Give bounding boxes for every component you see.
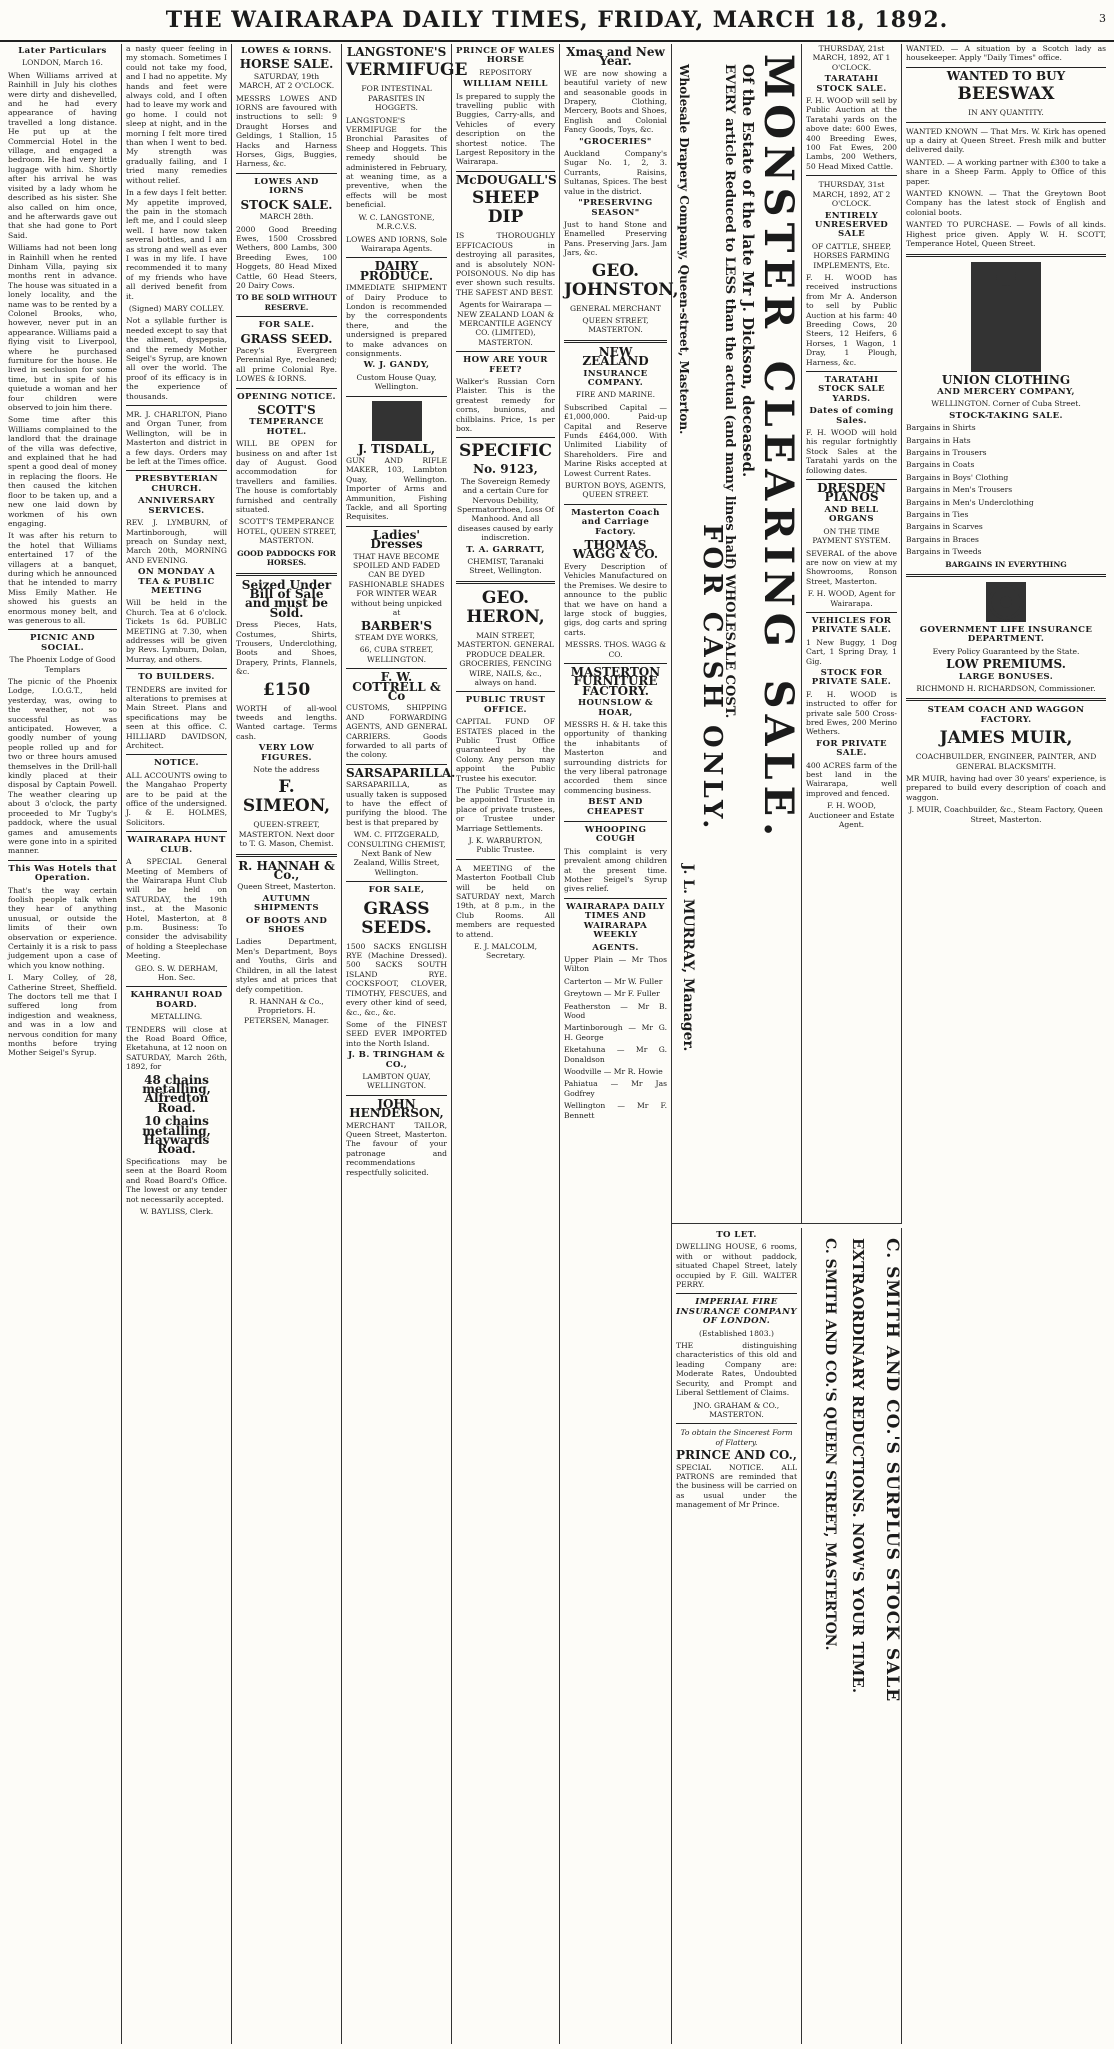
signature: MESSRS. THOS. WAGG & CO. bbox=[565, 640, 666, 659]
divider bbox=[676, 1423, 797, 1424]
heading-simeon: F. SIMEON, bbox=[242, 777, 331, 817]
divider bbox=[806, 612, 897, 613]
divider bbox=[236, 173, 337, 174]
advert-text: CUSTOMS, SHIPPING AND FORWARDING AGENTS, AND GENERAL CARRIERS. Goods forwarded to all parts of the colony. bbox=[346, 703, 447, 760]
heading-vermifuge: VERMIFUGE bbox=[346, 60, 468, 81]
heading-prince-of-wales: PRINCE OF WALES HORSE bbox=[456, 46, 556, 66]
advert-text: A SPECIAL General Meeting of Members of the Wairarapa Hunt Club will be held on SATURDAY, the 19th inst., at the Masonic Hotel, Masterton, at 8 p.m. Business: To consider the advisability of holding a Steeplechase Meeting. bbox=[126, 857, 227, 961]
subheading: (Established 1803.) bbox=[699, 1328, 774, 1338]
column-7-clearing-sale bbox=[672, 44, 802, 1224]
signature: WM. C. FITZGERALD, CONSULTING CHEMIST, Next Bank of New Zealand, Willis Street, Wellington. bbox=[347, 830, 446, 877]
clothing-figure-icon bbox=[971, 262, 1041, 372]
divider bbox=[236, 854, 337, 857]
divider bbox=[906, 574, 1106, 577]
heading-dresden-pianos: DRESDEN PIANOS bbox=[817, 481, 886, 505]
heading-wanted-to-buy: WANTED TO BUY bbox=[946, 68, 1066, 83]
list-item: Bargains in Shirts bbox=[906, 423, 976, 433]
heading-tea-meeting: ON MONDAY A TEA & PUBLIC MEETING bbox=[137, 567, 216, 596]
heading-hannah: R. HANNAH & Co., bbox=[238, 858, 335, 883]
clearing-sale-heading bbox=[756, 54, 800, 842]
advert-text: Every Policy Guaranteed by the State. bbox=[932, 646, 1080, 656]
list-item: Pahiatua — Mr Jas Godfrey bbox=[564, 1079, 667, 1098]
advert-text: THAT HAVE BECOME SPOILED AND FADED CAN BE DYED FASHIONABLE SHADES FOR WINTER WEAR without being unpicked at bbox=[348, 551, 445, 618]
divider bbox=[346, 764, 447, 765]
advert-text: MR MUIR, having had over 30 years' experience, is prepared to build every description of coach and waggon. bbox=[906, 774, 1106, 802]
advert-text: QUEEN-STREET, MASTERTON. Next door to T. G. Mason, Chemist. bbox=[238, 820, 335, 849]
article-paragraph: a nasty queer feeling in my stomach. Sometimes I could not take my food, and I had no appetite. My hands and feet were always cold, and I often had to leave my work and go home. I could not sleep at night, and in the morning I felt more tired than when I went to bed. My strength was gradually failing, and I tried many remedies without relief. bbox=[126, 44, 227, 185]
column-9-surplus-sale bbox=[802, 1228, 902, 2044]
advert-text: Specifications may be seen at the Board Room and Road Board's Office. The lowest or any tender not necessarily accepted. bbox=[126, 1156, 227, 1204]
advert-text: MAIN STREET, MASTERTON. GENERAL PRODUCE DEALER. GROCERIES, FENCING WIRE, NAILS, &c., always on hand. bbox=[457, 630, 554, 687]
divider bbox=[126, 470, 227, 471]
heading-horse-sale: HORSE SALE. bbox=[239, 57, 334, 72]
dateline: LONDON, March 16. bbox=[22, 58, 103, 68]
heading-opening-notice: OPENING NOTICE. bbox=[237, 391, 336, 402]
column-6 bbox=[560, 44, 679, 2044]
heading-taratahi-stock-sale: TARATAHI STOCK SALE. bbox=[816, 74, 887, 94]
article-paragraph: Some time after this Williams complained to the landlord that the drainage of the villa was defective, and explained that he had spent a good deal of money in replacing the floors. He then caused the kitchen floor to be taken up, and a new one laid down by workmen of his own engaging. bbox=[8, 415, 117, 528]
sale-date: SATURDAY, 19th MARCH, AT 2 O'CLOCK. bbox=[238, 71, 335, 91]
heading-gandy: W. J. GANDY, bbox=[363, 360, 430, 371]
advert-text: Agents for Wairarapa — NEW ZEALAND LOAN & MERCANTILE AGENCY CO. (LIMITED), MASTERTON. bbox=[457, 300, 554, 347]
subheading: IN ANY QUANTITY. bbox=[968, 108, 1044, 118]
advert-text: Subscribed Capital — £1,000,000. Paid-up Capital and Reserve Funds £464,000. With Unlimited Liability of Shareholders. Fire and Marine Risks accepted at Lowest Current Rates. bbox=[564, 402, 667, 478]
surplus-heading: C. SMITH AND CO.'S SURPLUS STOCK SALE bbox=[882, 1238, 902, 1703]
heading-specific-number: No. 9123, bbox=[473, 462, 538, 477]
advert-text: WORTH of all-wool tweeds and lengths. Wanted cartage. Terms cash. bbox=[236, 703, 337, 741]
advert-text: IS THOROUGHLY EFFICACIOUS in destroying all parasites, and is absolutely NON-POISONOUS. No dip has ever shown such results. THE SAFEST AND BEST. bbox=[456, 231, 555, 297]
heading-thomas-wagg: THOMAS WAGG & CO. bbox=[572, 538, 659, 562]
clearing-monster: MONSTER bbox=[755, 54, 802, 335]
clearing-manager: J. L. MURRAY, Manager. bbox=[680, 864, 696, 1052]
advert-text: Every Description of Vehicles Manufactured on the Premises. We desire to announce to the public that we have on hand a large stock of buggies, gigs, dog carts and spring carts. bbox=[564, 561, 667, 637]
advert-text: WE are now showing a beautiful variety of new and seasonable goods in Drapery, Clothing, Mercery, Boots and Shoes, English and Colonial Fancy Goods, Toys, &c. bbox=[564, 68, 667, 135]
heading-temperance-hotel: TEMPERANCE HOTEL. bbox=[249, 417, 324, 437]
agents-list bbox=[564, 955, 667, 1120]
advert-text: ALL ACCOUNTS owing to the Mangahao Property are to be paid at the office of the undersigned. J. & E. HOLMES, Solicitors. bbox=[126, 770, 227, 827]
bargains-list bbox=[906, 423, 1106, 556]
advert-text: The Public Trustee may be appointed Trustee in place of private trustees, or Trustee under Marriage Settlements. bbox=[456, 785, 555, 833]
heading-to-let: TO LET. bbox=[716, 1230, 757, 1240]
list-item: Wellington — Mr F. Bennett bbox=[564, 1101, 667, 1120]
advert-text: Some of the FINEST SEED EVER IMPORTED into the North Island. bbox=[346, 1019, 447, 1048]
advert-text: WANTED. — A situation by a Scotch lady as housekeeper. Apply "Daily Times" office. bbox=[906, 44, 1106, 63]
heading-hunt-club: WAIRARAPA HUNT CLUB. bbox=[127, 835, 226, 855]
signature: E. J. MALCOLM, Secretary. bbox=[473, 942, 538, 961]
divider bbox=[346, 1095, 447, 1096]
heading-vehicles: VEHICLES FOR PRIVATE SALE. bbox=[811, 615, 892, 636]
advert-text: 1500 SACKS ENGLISH RYE (Machine Dressed). 500 SACKS SOUTH ISLAND RYE. COCKSFOOT, CLOVER, TIMOTHY, FESCUES, and every other kind of seed, &c., &c., &c. bbox=[346, 941, 447, 1017]
heading-insurance-company: INSURANCE COMPANY. bbox=[583, 368, 648, 388]
heading-low-figures: VERY LOW FIGURES. bbox=[258, 743, 315, 763]
article-paragraph: I. Mary Colley, of 28, Catherine Street, Sheffield. The doctors tell me that I suffered long from indigestion and weakness, and was in a low and nervous condition for many months before trying Mother Seigel's Syrup. bbox=[8, 973, 117, 1058]
heading-prince-co: PRINCE AND CO., bbox=[676, 1448, 797, 1463]
signature: F. H. WOOD, Auctioneer and Estate Agent. bbox=[808, 801, 895, 830]
divider bbox=[8, 860, 117, 861]
subheading: ON THE TIME PAYMENT SYSTEM. bbox=[812, 526, 891, 546]
advert-text: REV. J. LYMBURN, of Martinborough, will preach on Sunday next, March 20th, MORNING AND EVENING. bbox=[126, 518, 227, 565]
heading-government-life: GOVERNMENT LIFE INSURANCE DEPARTMENT. bbox=[919, 625, 1093, 645]
advert-text: Pacey's Evergreen Perennial Rye, recleaned; all prime Colonial Rye. LOWES & IORNS. bbox=[236, 345, 337, 384]
heading-lowes-iorns-2: LOWES AND IORNS bbox=[254, 176, 319, 197]
advert-text: SPECIAL NOTICE. ALL PATRONS are reminded that the business will be carried on as usual under the management of Mr Prince. bbox=[676, 1462, 797, 1510]
article-paragraph: It was after his return to the hotel that Williams entertained 17 of the villagers at a banquet, during which he announced that he intended to marry Miss Emily Mather. He showed his guests an enormous money belt, and was generous to all. bbox=[8, 531, 117, 625]
advert-text: TO BE SOLD WITHOUT RESERVE. bbox=[236, 293, 337, 312]
heading-builders: TO BUILDERS. bbox=[138, 672, 215, 683]
advert-text: MERCHANT TAILOR, Queen Street, Masterton. The favour of your patronage and recommendations respectfully solicited. bbox=[346, 1120, 447, 1177]
list-item: Bargains in Coats bbox=[906, 460, 975, 470]
advert-text: 66, CUBA STREET, WELLINGTON. bbox=[359, 645, 434, 664]
subheading: GENERAL MERCHANT bbox=[569, 303, 662, 313]
heading-unreserved-sale: ENTIRELY UNRESERVED SALE bbox=[814, 210, 889, 240]
page-columns bbox=[4, 44, 1110, 2044]
heading-bill-of-sale: Seized Under Bill of Sale and must be Sold. bbox=[241, 577, 332, 620]
column-4 bbox=[342, 44, 468, 2044]
heading-coach-waggon: STEAM COACH AND WAGGON FACTORY. bbox=[927, 705, 1085, 725]
divider bbox=[564, 898, 667, 899]
clearing-company: Wholesale Drapery Company, Queen-street, Masterton. bbox=[677, 64, 691, 435]
clearing-clearing: CLEARING bbox=[755, 360, 802, 653]
divider bbox=[806, 175, 897, 176]
divider bbox=[8, 629, 117, 630]
column-11 bbox=[902, 44, 1110, 2044]
advert-text: TENDERS will close at the Road Board Office, Eketahuna, at 12 noon on SATURDAY, March 26th, 1892, for bbox=[126, 1024, 227, 1072]
advert-text: THE distinguishing characteristics of this old and leading Company are: Moderate Rates, Undoubted Security, and Prompt and Liberal Settlement of Claims. bbox=[676, 1341, 797, 1398]
heading-geo-heron: GEO. HERON, bbox=[466, 587, 545, 627]
heading-furniture-factory: MASTERTON FURNITURE FACTORY. bbox=[570, 664, 661, 698]
advert-text: 2000 Good Breeding Ewes, 1500 Crossbred Wethers, 800 Lambs, 300 Breeding Ewes, 100 Hoggets, 80 Head Mixed Cattle, 60 Head Steers, 20 Dairy Cows. bbox=[236, 224, 337, 290]
heading-barbers: BARBER'S bbox=[360, 618, 433, 633]
list-item: Bargains in Tweeds bbox=[906, 547, 982, 557]
divider bbox=[126, 831, 227, 832]
article-paragraph: Not a syllable further is needed except to say that the ailment, dyspepsia, and the remedy Mother Seigel's Syrup, are known all over the world. The proof of its efficacy is in the experience of thousands. bbox=[126, 316, 227, 401]
signature: JNO. GRAHAM & CO., MASTERTON. bbox=[693, 1400, 780, 1419]
advert-text: F. H. WOOD will hold his regular fortnightly Stock Sales at the Taratahi yards on the following dates. bbox=[806, 428, 897, 475]
heading-for-sale: FOR SALE. bbox=[258, 320, 315, 331]
divider bbox=[906, 698, 1106, 701]
list-item: Bargains in Trousers bbox=[906, 447, 987, 457]
masthead bbox=[0, 0, 1114, 42]
advert-text: CAPITAL FUND OF ESTATES placed in the Public Trust Office guaranteed by the Colony. Any person may appoint the Public Trustee his executor. bbox=[456, 717, 555, 783]
advert-text: 1 New Buggy, 1 Dog Cart, 1 Spring Dray, 1 Gig. bbox=[806, 637, 897, 666]
divider bbox=[676, 1293, 797, 1294]
subheading: FIRE AND MARINE. bbox=[575, 390, 656, 400]
list-item: Martinborough — Mr G. H. George bbox=[564, 1023, 667, 1042]
signature: (Signed) MARY COLLEY. bbox=[128, 303, 225, 313]
list-item: Eketahuna — Mr G. Donaldson bbox=[564, 1045, 667, 1064]
signature: R. HANNAH & Co., Proprietors. H. PETERSEN, Manager. bbox=[244, 996, 329, 1025]
advert-text: WANTED. — A working partner with £300 to take a share in a Sheep Farm. Apply to Office of this paper. bbox=[906, 157, 1106, 186]
article-paragraph: That's the way certain foolish people talk when they hear of anything unusual, or outside the limits of their own observation or experience. Certainly it is a risk to pass judgement upon a case of which you know nothing. bbox=[8, 885, 117, 970]
clearing-cash-only: FOR CASH ONLY. bbox=[697, 524, 727, 833]
heading-large-bonuses: LARGE BONUSES. bbox=[958, 671, 1054, 682]
advert-text: Is prepared to supply the travelling public with Buggies, Carry-alls, and Vehicles of every description on the shortest notice. The Largest Repository in the Wairarapa. bbox=[456, 91, 555, 167]
advert-text: GUN AND RIFLE MAKER, 103, Lambton Quay, Wellington. Importer of Arms and Ammunition, Fishing Tackle, and all Sporting Requisites. bbox=[346, 456, 447, 522]
heading-notice: NOTICE. bbox=[154, 758, 199, 769]
divider bbox=[564, 504, 667, 505]
article-paragraph: In a few days I felt better. My appetite improved, the pain in the stomach left me, and I could sleep well. I have now taken several bottles, and I am as strong and well as ever I was in my life. I have recommended it to many of my friends who have all derived benefit from it. bbox=[126, 188, 227, 301]
divider bbox=[126, 405, 227, 406]
heading-best-cheapest: BEST AND CHEAPEST bbox=[587, 797, 644, 817]
divider bbox=[346, 396, 447, 397]
column-5 bbox=[452, 44, 560, 2044]
advert-text: The Sovereign Remedy and a certain Cure for Nervous Debility, Spermatorrhoea, Loss Of Manhood. And all diseases caused by early indiscretion. bbox=[457, 476, 554, 543]
sale-date: THURSDAY, 21st MARCH, 1892, AT 1 O'CLOCK. bbox=[812, 44, 891, 72]
heading-road-board: KAHRANUI ROAD BOARD. bbox=[130, 990, 223, 1010]
heading-mcdougalls: McDOUGALL'S bbox=[456, 172, 557, 187]
divider bbox=[346, 881, 447, 882]
column-1 bbox=[4, 44, 122, 2044]
heading-later-particulars: Later Particulars bbox=[18, 46, 107, 56]
signature: W. C. LANGSTONE, M.R.C.V.S. bbox=[358, 212, 435, 232]
list-item: Greytown — Mr F. Fuller bbox=[564, 989, 660, 999]
advert-text: F. H. WOOD will sell by Public Auction at the Taratahi yards on the above date: 600 Ewes, 400 Breeding Ewes, 100 Fat Ewes, 200 Lambs, 200 Wethers, 50 Head Mixed Cattle. bbox=[806, 96, 897, 171]
heading-nz-insurance: NEW ZEALAND bbox=[582, 344, 649, 369]
divider bbox=[456, 859, 555, 860]
advert-text: 400 ACRES farm of the best land in the Wairarapa, well improved and fenced. bbox=[806, 760, 897, 798]
heading-private-sale: FOR PRIVATE SALE. bbox=[816, 738, 887, 759]
article-paragraph: Williams had not been long in Rainhill when he rented Dinham Villa, paying six months rent in advance. The house was situated in a lonely locality, and the name was to be rented by a Colonel Brooks, who, however, never put in an appearance. Williams paid a flying visit to Liverpool, where he purchased furniture for the house. He lived in seclusion for some time, but in spite of his quietude a woman and her four children were observed to join him there. bbox=[8, 243, 117, 413]
heading-preserving: "PRESERVING SEASON" bbox=[578, 198, 653, 218]
heading-metalling-1: 48 chains metalling, Alfredton Road. bbox=[142, 1072, 211, 1115]
advert-text: Will be held in the Church. Tea at 6 o'clock. Tickets 1s 6d. PUBLIC MEETING at 7.30, when addresses will be given by Revs. Lymburn, Dolan, Murray, and others. bbox=[126, 598, 227, 664]
divider bbox=[906, 254, 1106, 257]
advert-text: A MEETING of the Masterton Football Club will be held on SATURDAY next, March 19th, at 8 p.m., in the Club Rooms. All members are requested to attend. bbox=[456, 863, 555, 939]
signature: W. BAYLISS, Clerk. bbox=[139, 1206, 214, 1216]
heading-picnic: PICNIC AND SOCIAL. bbox=[29, 633, 95, 653]
advert-text: COACHBUILDER, ENGINEER, PAINTER, AND GENERAL BLACKSMITH. bbox=[915, 752, 1097, 771]
divider bbox=[346, 668, 447, 669]
list-item: Bargains in Scarves bbox=[906, 522, 983, 532]
surplus-reductions: EXTRAORDINARY REDUCTIONS. NOW'S YOUR TIME. bbox=[849, 1238, 867, 1694]
advert-text: F. H. WOOD has received instructions from Mr A. Anderson to sell by Public Auction at his farm: 40 Breeding Cows, 20 Steers, 12 Heifers, 6 Horses, 1 Wagon, 1 Dray, 1 Plough, Harness, &c. bbox=[806, 272, 897, 367]
price-150: £150 bbox=[262, 679, 311, 700]
divider bbox=[456, 351, 555, 352]
advert-text: This complaint is very prevalent among children at the present time. Mother Seigel's Syrup gives relief. bbox=[564, 846, 667, 894]
divider bbox=[806, 479, 897, 480]
subheading: OF CATTLE, SHEEP, HORSES FARMING IMPLEMENTS, Etc. bbox=[811, 241, 892, 270]
heading-tisdall: J. TISDALL, bbox=[357, 441, 436, 456]
advert-text: F. H. WOOD is instructed to offer for private sale 500 Cross-bred Ewes, 200 Merino Wethers. bbox=[806, 689, 897, 737]
advert-text: LAMBTON QUAY, WELLINGTON. bbox=[362, 1071, 431, 1091]
heading-tringham: J. B. TRINGHAM & CO., bbox=[348, 1050, 445, 1070]
subheading: FOR INTESTINAL PARASITES IN HOGGETS. bbox=[361, 84, 432, 113]
heading-stock-sale: STOCK SALE. bbox=[240, 197, 333, 212]
signature: LOWES AND IORNS, Sole Wairarapa Agents. bbox=[346, 234, 447, 253]
heading-specific: SPECIFIC bbox=[458, 441, 553, 462]
heading-presbyterian: PRESBYTERIAN CHURCH. bbox=[134, 474, 219, 494]
advert-text: TENDERS are invited for alterations to premises at Main Street. Plans and specifications may be seen at this office. C. HILLIARD DAVIDSON, Architect. bbox=[126, 684, 227, 751]
heading-grass-seed: GRASS SEED. bbox=[240, 331, 333, 346]
sale-date: MARCH 28th. bbox=[259, 212, 314, 222]
divider bbox=[126, 986, 227, 987]
heading-metalling-2: 10 chains metalling, Haywards Road. bbox=[142, 1114, 211, 1157]
advert-text: LANGSTONE'S VERMIFUGE for the Bronchial Parasites of Sheep and Hoggets. This remedy should be administered in February, at weaning time, as a preventive, when the effects will be most beneficial. bbox=[346, 115, 447, 210]
crest-icon bbox=[986, 582, 1026, 622]
advert-text: Walker's Russian Corn Plaister. This is the greatest remedy for corns, bunions, and chilblains. Price, 1s per box. bbox=[456, 376, 555, 433]
column-3 bbox=[232, 44, 342, 2044]
signature: SCOTT'S TEMPERANCE HOTEL, QUEEN STREET, MASTERTON. bbox=[236, 517, 337, 546]
subheading: STEAM DYE WORKS, bbox=[354, 632, 439, 642]
article-paragraph: The picnic of the Phoenix Lodge, I.O.G.T., held yesterday, was, owing to the weather, not so successful as was anticipated. However, a goodly number of young people rolled up and for two or three hours amused themselves in the Drill-hall kindly placed at their disposal by Captain Powell. The weather clearing up about 3 o'clock, the party proceeded to Mr Tugby's paddock, where the usual games and amusements were gone into in a spirited manner. bbox=[8, 677, 117, 856]
gun-illustration-icon bbox=[372, 401, 422, 441]
advert-text: Auckland Company's Sugar No. 1, 2, 3. Currants, Raisins, Sultanas, Spices. The best value in the district. bbox=[564, 149, 667, 196]
surplus-address: C. SMITH AND CO.'S QUEEN STREET, MASTERTON. bbox=[822, 1238, 838, 1651]
clearing-sale: SALE. bbox=[755, 679, 802, 843]
advert-text: BARGAINS IN EVERYTHING bbox=[945, 559, 1067, 569]
heading-garratt: T. A. GARRATT, bbox=[466, 544, 545, 555]
heading-stocktaking-sale: STOCK-TAKING SALE. bbox=[949, 410, 1063, 421]
heading-dairy-produce: DAIRY PRODUCE. bbox=[359, 259, 434, 283]
divider bbox=[564, 340, 667, 343]
advert-text: Dress Pieces, Hats, Costumes, Shirts, Trousers, Underclothing, Boots and Shoes, Drapery, Prints, Flannels, &c. bbox=[236, 620, 337, 677]
advert-text: To obtain the Sincerest Form of Flattery. bbox=[680, 1428, 793, 1447]
signature: J. MUIR, Coachbuilder, &c., Steam Factory, Queen Street, Masterton. bbox=[909, 805, 1103, 824]
advert-text: IMMEDIATE SHIPMENT of Dairy Produce to London is recommended by the correspondents there, and the undersigned is prepared to make advances on consignments. bbox=[346, 283, 447, 358]
advert-text: MESSRS H. & H. take this opportunity of thanking the inhabitants of Masterton and surrounding districts for the very liberal patronage accorded them since commencing business. bbox=[564, 719, 667, 795]
list-item: Upper Plain — Mr Thos Wilton bbox=[564, 954, 667, 974]
heading-autumn-shipments: AUTUMN SHIPMENTS bbox=[254, 893, 319, 914]
divider bbox=[906, 67, 1106, 68]
heading-hounslow-hoar: HOUNSLOW & HOAR, bbox=[577, 698, 654, 718]
list-item: Bargains in Boys' Clothing bbox=[906, 472, 1009, 482]
divider bbox=[564, 821, 667, 822]
heading-operation: This Was Hotels that Operation. bbox=[8, 863, 117, 884]
heading-johnston: GEO. JOHNSTON, bbox=[564, 260, 679, 300]
divider bbox=[236, 388, 337, 389]
sale-date: THURSDAY, 31st MARCH, 1892, AT 2 O'CLOCK. bbox=[812, 180, 891, 209]
heading-public-trust: PUBLIC TRUST OFFICE. bbox=[465, 695, 546, 715]
divider bbox=[806, 371, 897, 372]
subheading: The Phoenix Lodge of Good Templars bbox=[9, 655, 116, 674]
heading-scotts: SCOTT'S bbox=[257, 403, 316, 417]
divider bbox=[346, 526, 447, 527]
heading-beeswax: BEESWAX bbox=[957, 84, 1055, 105]
divider bbox=[236, 316, 337, 317]
advert-text: Note the address bbox=[253, 765, 320, 774]
heading-xmas: Xmas and New Year. bbox=[566, 45, 665, 69]
heading-ladies-dresses: Ladies' Dresses bbox=[370, 527, 423, 552]
advert-text: SEVERAL of the above are now on view at my Showrooms, Ronson Street, Masterton. bbox=[806, 548, 897, 586]
advert-text: Just to hand Stone and Enamelled Preserving Pans. Preserving Jars. Jam Jars, &c. bbox=[564, 219, 667, 258]
divider bbox=[126, 754, 227, 755]
clearing-estate: Of the Estate of the late Mr J. Dickson, deceased. bbox=[739, 64, 757, 478]
divider bbox=[564, 663, 667, 664]
list-item: Bargains in Ties bbox=[906, 509, 969, 519]
heading-sheep-dip: SHEEP DIP bbox=[471, 188, 540, 228]
divider bbox=[456, 171, 555, 172]
article-paragraph: When Williams arrived at Rainhill in July his clothes were dirty and dishevelled, and he had every appearance of having travelled a long distance. He put up at the Commercial Hotel in the village, and engaged a bedroom. He had very little luggage with him. Shortly after his arrival he was visited by a lady whom he described as his sister. She also called on him once, and he afterwards gave out that she had gone to Port Said. bbox=[8, 70, 117, 240]
heading-william-neill: WILLIAM NEILL bbox=[463, 79, 548, 90]
advert-text: WANTED TO PURCHASE. — Fowls of all kinds. Highest price given. Apply W. H. SCOTT, Temperance Hotel, Queen Street. bbox=[906, 220, 1106, 249]
advert-text: SARSAPARILLA, as usually taken is supposed to have the effect of purifying the blood. The best is that prepared by bbox=[346, 780, 447, 827]
advert-text: QUEEN STREET, MASTERTON. bbox=[582, 315, 649, 335]
page-number: 3 bbox=[1099, 12, 1106, 25]
divider bbox=[126, 668, 227, 669]
heading-henderson: JOHN HENDERSON, bbox=[349, 1096, 444, 1121]
heading-feet: HOW ARE YOUR FEET? bbox=[463, 355, 548, 375]
heading-dates: Dates of coming Sales. bbox=[809, 406, 894, 426]
heading-cottrell: F. W. COTTRELL & Co bbox=[352, 670, 441, 703]
heading-whooping-cough: WHOOPING COUGH bbox=[584, 825, 647, 845]
advert-text: Custom House Quay, Wellington. bbox=[356, 372, 437, 392]
heading-low-premiums: LOW PREMIUMS. bbox=[946, 657, 1066, 672]
heading-mercery-company: AND MERCERY COMPANY, bbox=[937, 386, 1075, 397]
list-item: Bargains in Men's Trousers bbox=[906, 485, 1013, 495]
signature: F. H. WOOD, Agent for Wairarapa. bbox=[807, 589, 896, 608]
advert-text: WANTED KNOWN — That Mrs. W. Kirk has opened up a dairy at Queen Street. Fresh milk and butter delivered daily. bbox=[906, 126, 1106, 155]
heading-for-sale: FOR SALE, bbox=[368, 885, 425, 896]
heading-james-muir: JAMES MUIR, bbox=[939, 728, 1073, 749]
heading-sale-yards: TARATAHI STOCK SALE YARDS. bbox=[818, 375, 885, 404]
list-item: Bargains in Men's Underclothing bbox=[906, 497, 1034, 507]
list-item: Featherston — Mr B. Wood bbox=[564, 1001, 667, 1020]
heading-imperial-fire: IMPERIAL FIRE INSURANCE COMPANY OF LONDON. bbox=[676, 1297, 797, 1327]
list-item: Bargains in Hats bbox=[906, 435, 971, 445]
heading-bell-organs: AND BELL ORGANS bbox=[824, 504, 879, 525]
advert-text: MESSRS LOWES AND IORNS are favoured with instructions to sell: 9 Draught Horses and Geldings, 1 Stallion, 15 Hacks and Harness Horses, Gigs, Buggies, Harness, &c. bbox=[236, 93, 337, 169]
advert-text: Queen Street, Masterton. bbox=[237, 882, 336, 892]
advert-text: WANTED KNOWN. — That the Greytown Boot Company has the latest stock of English and colonial boots. bbox=[906, 189, 1106, 217]
heading-boots-shoes: OF BOOTS AND SHOES bbox=[245, 915, 328, 936]
heading-grass-seeds: GRASS SEEDS. bbox=[361, 898, 432, 938]
heading-coach-factory: Masterton Coach and Carriage Factory. bbox=[571, 507, 660, 537]
heading-lowes-iorns: LOWES & IORNS. bbox=[241, 46, 332, 56]
divider bbox=[456, 581, 555, 584]
clearing-reduced: EVERY article Reduced to LESS than the actual (and many lines half) WHOLESALE COST. bbox=[722, 64, 737, 719]
list-item: Woodville — Mr R. Howie bbox=[564, 1066, 663, 1076]
advert-text: WILL BE OPEN for business on and after 1st day of August. Good accommodation for travellers and families. The house is comfortably furnished and centrally situated. bbox=[236, 439, 337, 515]
heading-sarsaparilla: SARSAPARILLA. bbox=[346, 765, 456, 780]
advert-text: GOOD PADDOCKS FOR HORSES. bbox=[237, 548, 336, 568]
signature: RICHMOND H. RICHARDSON, Commissioner. bbox=[916, 684, 1096, 694]
subheading: METALLING. bbox=[150, 1012, 203, 1022]
signature: BURTON BOYS, AGENTS, QUEEN STREET. bbox=[565, 481, 666, 500]
signature: GEO. S. W. DERHAM, Hon. Sec. bbox=[135, 963, 218, 982]
heading-agents: AGENTS. bbox=[592, 942, 639, 953]
divider bbox=[456, 691, 555, 692]
advert-text: MR. J. CHARLTON, Piano and Organ Tuner, from Wellington, will be in Masterton and district in a few days. Orders may be left at the Times office. bbox=[126, 410, 227, 467]
heading-langstones: LANGSTONE'S bbox=[346, 45, 447, 59]
column-2 bbox=[122, 44, 232, 2044]
advert-text: WELLINGTON. Corner of Cuba Street. bbox=[931, 399, 1081, 409]
advert-text: DWELLING HOUSE, 6 rooms, with or without paddock, situated Chapel Street, lately occupied by F. Gill. WALTER PERRY. bbox=[676, 1242, 797, 1290]
heading-anniversary: ANNIVERSARY SERVICES. bbox=[137, 496, 216, 516]
column-8 bbox=[672, 1228, 802, 2044]
list-item: Bargains in Braces bbox=[906, 534, 979, 544]
divider bbox=[236, 573, 337, 576]
divider bbox=[906, 122, 1106, 123]
heading-union-clothing: UNION CLOTHING bbox=[941, 372, 1071, 387]
subheading: REPOSITORY bbox=[479, 67, 532, 77]
heading-groceries: "GROCERIES" bbox=[579, 136, 652, 147]
divider bbox=[456, 437, 555, 438]
advert-text: CHEMIST, Taranaki Street, Wellington. bbox=[467, 557, 544, 576]
advert-text: Ladies Department, Men's Department, Boys and Youths, Girls and Children, in all the latest styles and at prices that defy competition. bbox=[236, 937, 337, 994]
column-10 bbox=[802, 44, 902, 1224]
signature: J. K. WARBURTON, Public Trustee. bbox=[468, 836, 543, 855]
list-item: Carterton — Mr W. Fuller bbox=[564, 976, 663, 986]
newspaper-title: THE WAIRARAPA DAILY TIMES, FRIDAY, MARCH 18, 1892. bbox=[165, 7, 949, 33]
heading-agents-papers: WAIRARAPA DAILY TIMES AND WAIRARAPA WEEKLY bbox=[566, 901, 665, 941]
heading-stock-private: STOCK FOR PRIVATE SALE. bbox=[811, 667, 892, 688]
divider bbox=[346, 257, 447, 258]
